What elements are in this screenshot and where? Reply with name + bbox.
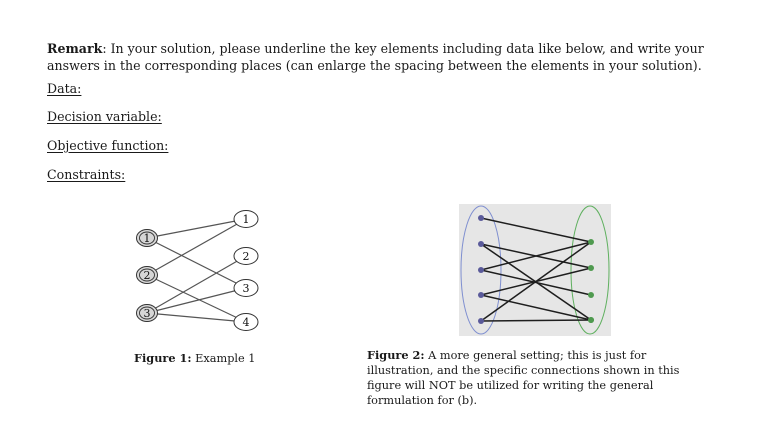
figure1-caption-text: Example 1 [195,352,256,365]
figure2-right-node [588,239,594,245]
figure2-caption-text: A more general setting; this is just for illustration, and the specific connections shown in this figure will NOT be utilized for writing the general formulation for (b). [367,349,680,407]
figure2-left-node [478,241,484,247]
figure1-edge [147,219,246,275]
remark-paragraph [47,40,727,74]
remark-text: : In your solution, please underline the key elements including data like below, and write your answers in the corresponding places (can enlarge the spacing between the elements in your solution). [47,41,704,73]
figure1-edge [147,219,246,238]
figure1-right-node-label: 1 [242,213,250,226]
figure2-right-node [588,265,594,271]
figure2-left-node [478,318,484,324]
figure2-edge [481,320,591,321]
figure2-left-node [478,292,484,298]
figure1-edge [147,288,246,313]
figure1-right-node [234,314,258,331]
figure1-right-node-label: 4 [242,316,250,329]
figure2-right-node [588,292,594,298]
figure2-caption [367,348,712,408]
objective-function-label: Objective function: [47,138,169,153]
figure1-caption-label: Figure 1: [134,351,192,365]
constraints-label: Constraints: [47,167,126,182]
figure1-left-node [137,267,158,284]
figure1-right-node-label: 2 [242,250,250,263]
figure2-left-node [478,215,484,221]
figure1-graph [125,205,275,335]
figure1-left-node [137,305,158,322]
figure2-left-node [478,267,484,273]
figure1-right-node [234,248,258,265]
figure1-edge [147,256,246,313]
figure2-caption-label: Figure 2: [367,348,425,362]
figure1-left-node [137,230,158,247]
decision-variable-label: Decision variable: [47,109,162,124]
figure2-right-node [588,317,594,323]
figure1-right-node [234,211,258,228]
remark-label: Remark [47,41,103,56]
data-field-label: Data: [47,81,82,96]
figure1-left-node-label: 2 [143,269,151,282]
figure2-graph [459,204,611,336]
figure1-caption [134,351,256,366]
figure1-right-node [234,280,258,297]
figure1-left-node-label: 1 [143,232,151,245]
figure1-left-node-label: 3 [143,307,151,320]
figure1-right-node-label: 3 [242,282,250,295]
figure1-edge [147,238,246,288]
